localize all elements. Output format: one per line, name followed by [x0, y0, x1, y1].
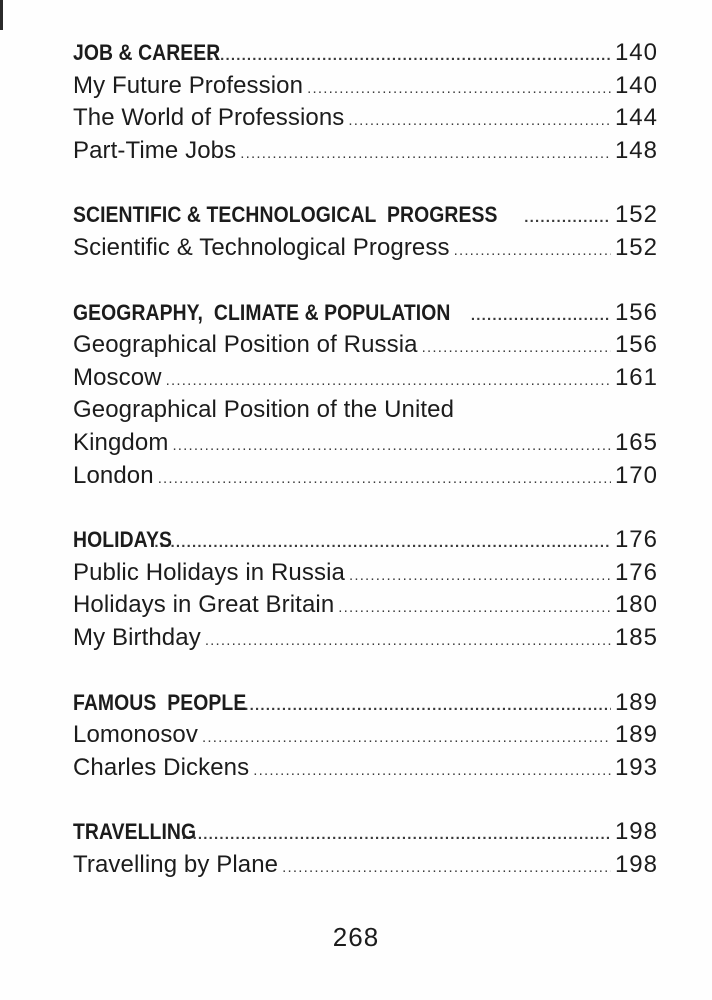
entry-page-number: 148: [614, 136, 658, 164]
heading-page-number: 198: [614, 818, 658, 846]
entry-page-number: 161: [614, 363, 658, 391]
entry-page-number: 152: [614, 233, 658, 261]
dot-leader: [348, 105, 611, 138]
toc-section-heading: [73, 297, 658, 330]
toc-section-famous-people: [73, 687, 658, 785]
dot-leader: [240, 138, 611, 171]
toc-section-heading: [73, 816, 658, 849]
toc-entry: [73, 70, 658, 103]
heading-title: HOLIDAYS: [73, 527, 172, 553]
toc-entry: [73, 752, 658, 785]
dot-leader: [154, 527, 611, 560]
entry-page-number: 144: [614, 104, 658, 132]
toc-section-heading: [73, 687, 658, 720]
dot-leader: [524, 202, 611, 235]
entry-page-number: 185: [614, 623, 658, 651]
heading-page-number: 189: [614, 688, 658, 716]
dot-leader: [253, 755, 611, 788]
entry-title: Kingdom: [73, 428, 169, 456]
dot-leader: [166, 365, 611, 398]
toc-entry-line-1: [73, 394, 658, 427]
scan-edge-mark: [0, 0, 3, 30]
entry-page-number: 176: [614, 558, 658, 586]
toc-entry: [73, 427, 658, 460]
dot-leader: [172, 430, 611, 463]
entry-title: Scientific & Technological Progress: [73, 233, 450, 261]
entry-title: The World of Professions: [73, 104, 345, 132]
toc-entry: [73, 622, 658, 655]
toc-entry: [73, 589, 658, 622]
heading-title: SCIENTIFIC & TECHNOLOGICAL PROGRESS: [73, 202, 498, 228]
toc-section-heading: [73, 524, 658, 557]
toc-entry: [73, 232, 658, 265]
heading-title: GEOGRAPHY, CLIMATE & POPULATION: [73, 299, 451, 325]
entry-page-number: 189: [614, 721, 658, 749]
dot-leader: [209, 40, 611, 73]
dot-leader: [338, 592, 611, 625]
page-number: 268: [332, 922, 380, 952]
heading-title: FAMOUS PEOPLE: [73, 689, 247, 715]
toc-section-heading: [73, 37, 658, 70]
toc-entry: [73, 362, 658, 395]
dot-leader: [307, 73, 611, 106]
toc-entry: [73, 557, 658, 590]
dot-leader: [158, 463, 611, 496]
toc-section-heading: [73, 199, 658, 232]
toc-section-travelling: [73, 816, 658, 881]
entry-title: Moscow: [73, 363, 162, 391]
toc-section-scientific-progress: [73, 199, 658, 264]
entry-title: London: [73, 461, 154, 489]
entry-title: Part-Time Jobs: [73, 136, 237, 164]
heading-page-number: 140: [614, 39, 658, 66]
entry-title-line-1: Geographical Position of the United: [73, 396, 455, 424]
entry-page-number: 170: [614, 461, 658, 489]
entry-page-number: 165: [614, 428, 658, 456]
entry-title: Charles Dickens: [73, 753, 250, 781]
dot-leader: [205, 625, 611, 658]
entry-page-number: 198: [614, 850, 658, 878]
dot-leader: [422, 332, 611, 365]
dot-leader: [282, 852, 611, 885]
heading-title: JOB & CAREER: [73, 40, 221, 65]
table-of-contents: [73, 37, 658, 913]
dot-leader: [202, 722, 611, 755]
heading-page-number: 156: [614, 298, 658, 326]
toc-entry: [73, 329, 658, 362]
toc-section-holidays: [73, 524, 658, 654]
heading-page-number: 176: [614, 526, 658, 554]
toc-entry: [73, 135, 658, 168]
entry-title: Holidays in Great Britain: [73, 591, 335, 619]
dot-leader: [349, 560, 611, 593]
entry-title: My Future Profession: [73, 71, 304, 99]
dot-leader: [239, 690, 611, 723]
entry-page-number: 180: [614, 591, 658, 619]
entry-page-number: 193: [614, 753, 658, 781]
dot-leader: [454, 235, 611, 268]
toc-entry: [73, 102, 658, 135]
entry-page-number: 140: [614, 71, 658, 99]
toc-section-job-career: [73, 37, 658, 167]
toc-entry: [73, 719, 658, 752]
dot-leader: [182, 819, 611, 852]
heading-page-number: 152: [614, 201, 658, 229]
entry-title: Public Holidays in Russia: [73, 558, 345, 586]
entry-title: Travelling by Plane: [73, 850, 279, 878]
toc-entry: [73, 460, 658, 493]
toc-entry: [73, 849, 658, 882]
heading-title: TRAVELLING: [73, 819, 197, 845]
entry-page-number: 156: [614, 331, 658, 359]
entry-title: Geographical Position of Russia: [73, 331, 418, 359]
entry-title: My Birthday: [73, 623, 201, 651]
toc-section-geography: [73, 297, 658, 493]
entry-title: Lomonosov: [73, 721, 198, 749]
dot-leader: [471, 300, 611, 333]
